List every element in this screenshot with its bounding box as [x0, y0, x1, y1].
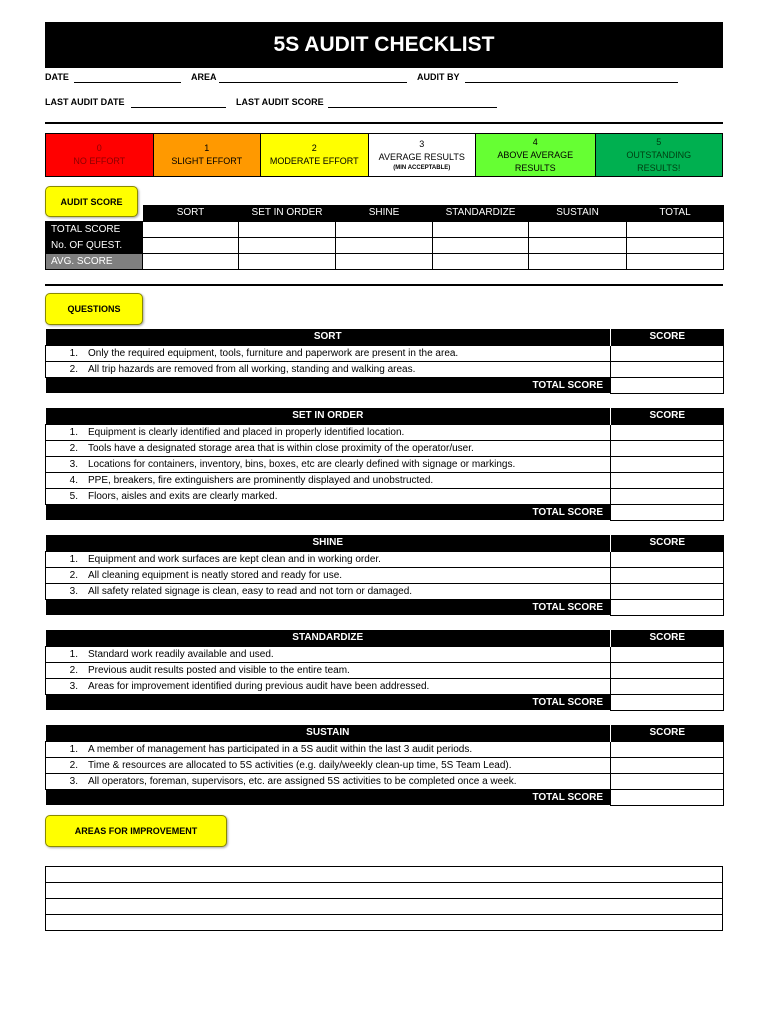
section-title: SHINE: [46, 535, 611, 551]
note-line[interactable]: [45, 866, 723, 882]
question-row: [46, 757, 724, 773]
question-number: 2.: [69, 442, 78, 454]
question-text: All trip hazards are removed from all working, standing and walking areas.: [88, 363, 416, 375]
question-number: 1.: [69, 648, 78, 660]
score-cell[interactable]: [239, 221, 336, 237]
note-line[interactable]: [45, 914, 723, 931]
question-row: [46, 345, 724, 361]
question-number: 1.: [69, 553, 78, 565]
section-standardize: [45, 630, 724, 711]
question-text: Time & resources are allocated to 5S activities (e.g. daily/weekly clean-up time, 5S Team Lead).: [88, 759, 512, 771]
question-row: [46, 488, 724, 504]
scale-cell-3: [369, 134, 477, 176]
areas-for-improvement-button[interactable]: AREAS FOR IMPROVEMENT: [45, 815, 227, 847]
scale-cell-4: [476, 134, 596, 176]
question-number: 2.: [69, 664, 78, 676]
question-number: 1.: [69, 743, 78, 755]
scale-label: ABOVE AVERAGE RESULTS: [497, 149, 574, 173]
question-number: 4.: [69, 474, 78, 486]
score-cell[interactable]: [336, 221, 433, 237]
total-score-cell[interactable]: [611, 694, 724, 710]
score-cell[interactable]: [143, 253, 239, 269]
scale-label: MODERATE EFFORT: [269, 156, 359, 166]
section-shine: [45, 535, 724, 616]
last-audit-score-label: LAST AUDIT SCORE: [236, 97, 324, 107]
table-row: [46, 221, 724, 237]
audit-score-table: [45, 205, 724, 270]
score-cell[interactable]: [611, 741, 724, 757]
score-cell[interactable]: [611, 488, 724, 504]
question-row: [46, 662, 724, 678]
scale-label: AVERAGE RESULTS: [378, 151, 465, 162]
score-cell[interactable]: [433, 221, 529, 237]
score-header: SCORE: [611, 725, 724, 741]
score-header: SCORE: [611, 408, 724, 424]
section-sustain: [45, 725, 724, 806]
scale-number: 0: [96, 143, 102, 153]
question-text: Equipment and work surfaces are kept clean and in working order.: [88, 553, 381, 565]
total-score-cell[interactable]: [611, 599, 724, 615]
score-cell[interactable]: [611, 345, 724, 361]
question-text: Only the required equipment, tools, furniture and paperwork are present in the area.: [88, 347, 459, 359]
last-audit-date-field[interactable]: [131, 99, 226, 108]
score-cell[interactable]: [529, 253, 627, 269]
question-row: [46, 551, 724, 567]
table-row: [46, 237, 724, 253]
score-cell[interactable]: [611, 551, 724, 567]
last-audit-score-field[interactable]: [328, 99, 497, 108]
section-title: SORT: [46, 329, 611, 345]
score-cell[interactable]: [336, 237, 433, 253]
question-number: 2.: [69, 569, 78, 581]
total-score-label: TOTAL SCORE: [46, 377, 611, 393]
score-cell[interactable]: [611, 757, 724, 773]
question-number: 3.: [69, 585, 78, 597]
score-cell[interactable]: [611, 678, 724, 694]
scale-number: 4: [532, 136, 538, 147]
question-number: 1.: [69, 347, 78, 359]
area-field[interactable]: [219, 74, 407, 83]
score-cell[interactable]: [611, 440, 724, 456]
question-row: [46, 424, 724, 440]
question-row: [46, 741, 724, 757]
divider: [45, 284, 723, 286]
score-cell[interactable]: [611, 456, 724, 472]
score-cell[interactable]: [433, 253, 529, 269]
score-cell[interactable]: [611, 662, 724, 678]
score-cell[interactable]: [239, 237, 336, 253]
audit-by-field[interactable]: [465, 74, 678, 83]
questions-button[interactable]: QUESTIONS: [45, 293, 143, 325]
question-number: 3.: [69, 458, 78, 470]
score-cell[interactable]: [611, 773, 724, 789]
area-label: AREA: [191, 72, 217, 82]
question-number: 1.: [69, 426, 78, 438]
question-text: Equipment is clearly identified and placed in properly identified location.: [88, 426, 405, 438]
question-row: [46, 646, 724, 662]
note-line[interactable]: [45, 882, 723, 898]
question-text: Standard work readily available and used.: [88, 648, 274, 660]
score-cell[interactable]: [529, 237, 627, 253]
total-score-label: TOTAL SCORE: [46, 504, 611, 520]
score-cell[interactable]: [627, 253, 724, 269]
question-number: 2.: [69, 759, 78, 771]
score-cell[interactable]: [627, 221, 724, 237]
score-cell[interactable]: [611, 472, 724, 488]
improvement-notes: [45, 866, 723, 933]
scale-cell-0: [46, 134, 154, 176]
score-cell[interactable]: [611, 646, 724, 662]
scale-cell-5: [596, 134, 723, 176]
question-row: [46, 361, 724, 377]
section-title: SET IN ORDER: [46, 408, 611, 424]
score-cell[interactable]: [143, 237, 239, 253]
question-row: [46, 678, 724, 694]
question-text: All cleaning equipment is neatly stored and ready for use.: [88, 569, 343, 581]
score-header: SCORE: [611, 535, 724, 551]
col-total: TOTAL: [627, 205, 724, 221]
table-row: [46, 253, 724, 269]
question-text: Areas for improvement identified during previous audit have been addressed.: [88, 680, 430, 692]
question-text: All operators, foreman, supervisors, etc. are assigned 5S activities to be completed once a week.: [88, 775, 517, 787]
audit-score-button[interactable]: AUDIT SCORE: [45, 186, 138, 217]
score-cell[interactable]: [611, 567, 724, 583]
scale-number: 1: [204, 143, 210, 153]
question-number: 3.: [69, 680, 78, 692]
last-audit-date-label: LAST AUDIT DATE: [45, 97, 125, 107]
section-set-in-order: [45, 408, 724, 521]
section-sort: [45, 329, 724, 394]
scale-cell-2: [261, 134, 369, 176]
score-cell[interactable]: [143, 221, 239, 237]
question-number: 5.: [69, 490, 78, 502]
question-text: PPE, breakers, fire extinguishers are prominently displayed and unobstructed.: [88, 474, 434, 486]
score-header: SCORE: [611, 630, 724, 646]
question-text: Floors, aisles and exits are clearly marked.: [88, 490, 278, 502]
total-score-cell[interactable]: [611, 789, 724, 805]
score-cell[interactable]: [611, 424, 724, 440]
scale-number: 5: [656, 136, 662, 147]
section-title: STANDARDIZE: [46, 630, 611, 646]
question-number: 2.: [69, 363, 78, 375]
total-score-label: TOTAL SCORE: [46, 694, 611, 710]
question-row: [46, 440, 724, 456]
question-row: [46, 456, 724, 472]
row-avg-score: AVG. SCORE: [46, 253, 143, 269]
score-header: SCORE: [611, 329, 724, 345]
score-cell[interactable]: [433, 237, 529, 253]
scale-label: OUTSTANDING RESULTS!: [626, 149, 692, 173]
scale-number: 2: [311, 143, 317, 153]
scale-cell-1: [154, 134, 262, 176]
date-label: DATE: [45, 72, 69, 82]
audit-by-label: AUDIT BY: [417, 72, 460, 82]
scale-label: SLIGHT EFFORT: [171, 156, 243, 166]
scale-note: (MIN ACCEPTABLE): [393, 164, 451, 171]
question-row: [46, 567, 724, 583]
date-field[interactable]: [74, 74, 181, 83]
rating-scale: [45, 133, 723, 177]
question-row: [46, 773, 724, 789]
page-title: 5S AUDIT CHECKLIST: [45, 22, 723, 68]
question-text: Locations for containers, inventory, bins, boxes, etc are clearly defined with signage or markings.: [88, 458, 516, 470]
question-text: Tools have a designated storage area that is within close proximity of the operator/user.: [88, 442, 474, 454]
score-cell[interactable]: [627, 237, 724, 253]
total-score-cell[interactable]: [611, 504, 724, 520]
col-standardize: STANDARDIZE: [433, 205, 529, 221]
question-text: Previous audit results posted and visible to the entire team.: [88, 664, 350, 676]
total-score-label: TOTAL SCORE: [46, 599, 611, 615]
question-number: 3.: [69, 775, 78, 787]
question-text: A member of management has participated in a 5S audit within the last 3 audit periods.: [88, 743, 473, 755]
score-cell[interactable]: [611, 583, 724, 599]
score-cell[interactable]: [239, 253, 336, 269]
col-set-in-order: SET IN ORDER: [239, 205, 336, 221]
scale-label: NO EFFORT: [73, 156, 126, 166]
total-score-cell[interactable]: [611, 377, 724, 393]
question-text: All safety related signage is clean, easy to read and not torn or damaged.: [88, 585, 413, 597]
question-row: [46, 472, 724, 488]
section-title: SUSTAIN: [46, 725, 611, 741]
score-cell[interactable]: [336, 253, 433, 269]
divider: [45, 122, 723, 124]
row-total-score: TOTAL SCORE: [46, 221, 143, 237]
score-cell[interactable]: [529, 221, 627, 237]
col-sort: SORT: [143, 205, 239, 221]
row-no-of-quest: No. OF QUEST.: [46, 237, 143, 253]
col-shine: SHINE: [336, 205, 433, 221]
note-line[interactable]: [45, 898, 723, 914]
col-sustain: SUSTAIN: [529, 205, 627, 221]
total-score-label: TOTAL SCORE: [46, 789, 611, 805]
score-cell[interactable]: [611, 361, 724, 377]
question-row: [46, 583, 724, 599]
scale-number: 3: [419, 138, 425, 149]
